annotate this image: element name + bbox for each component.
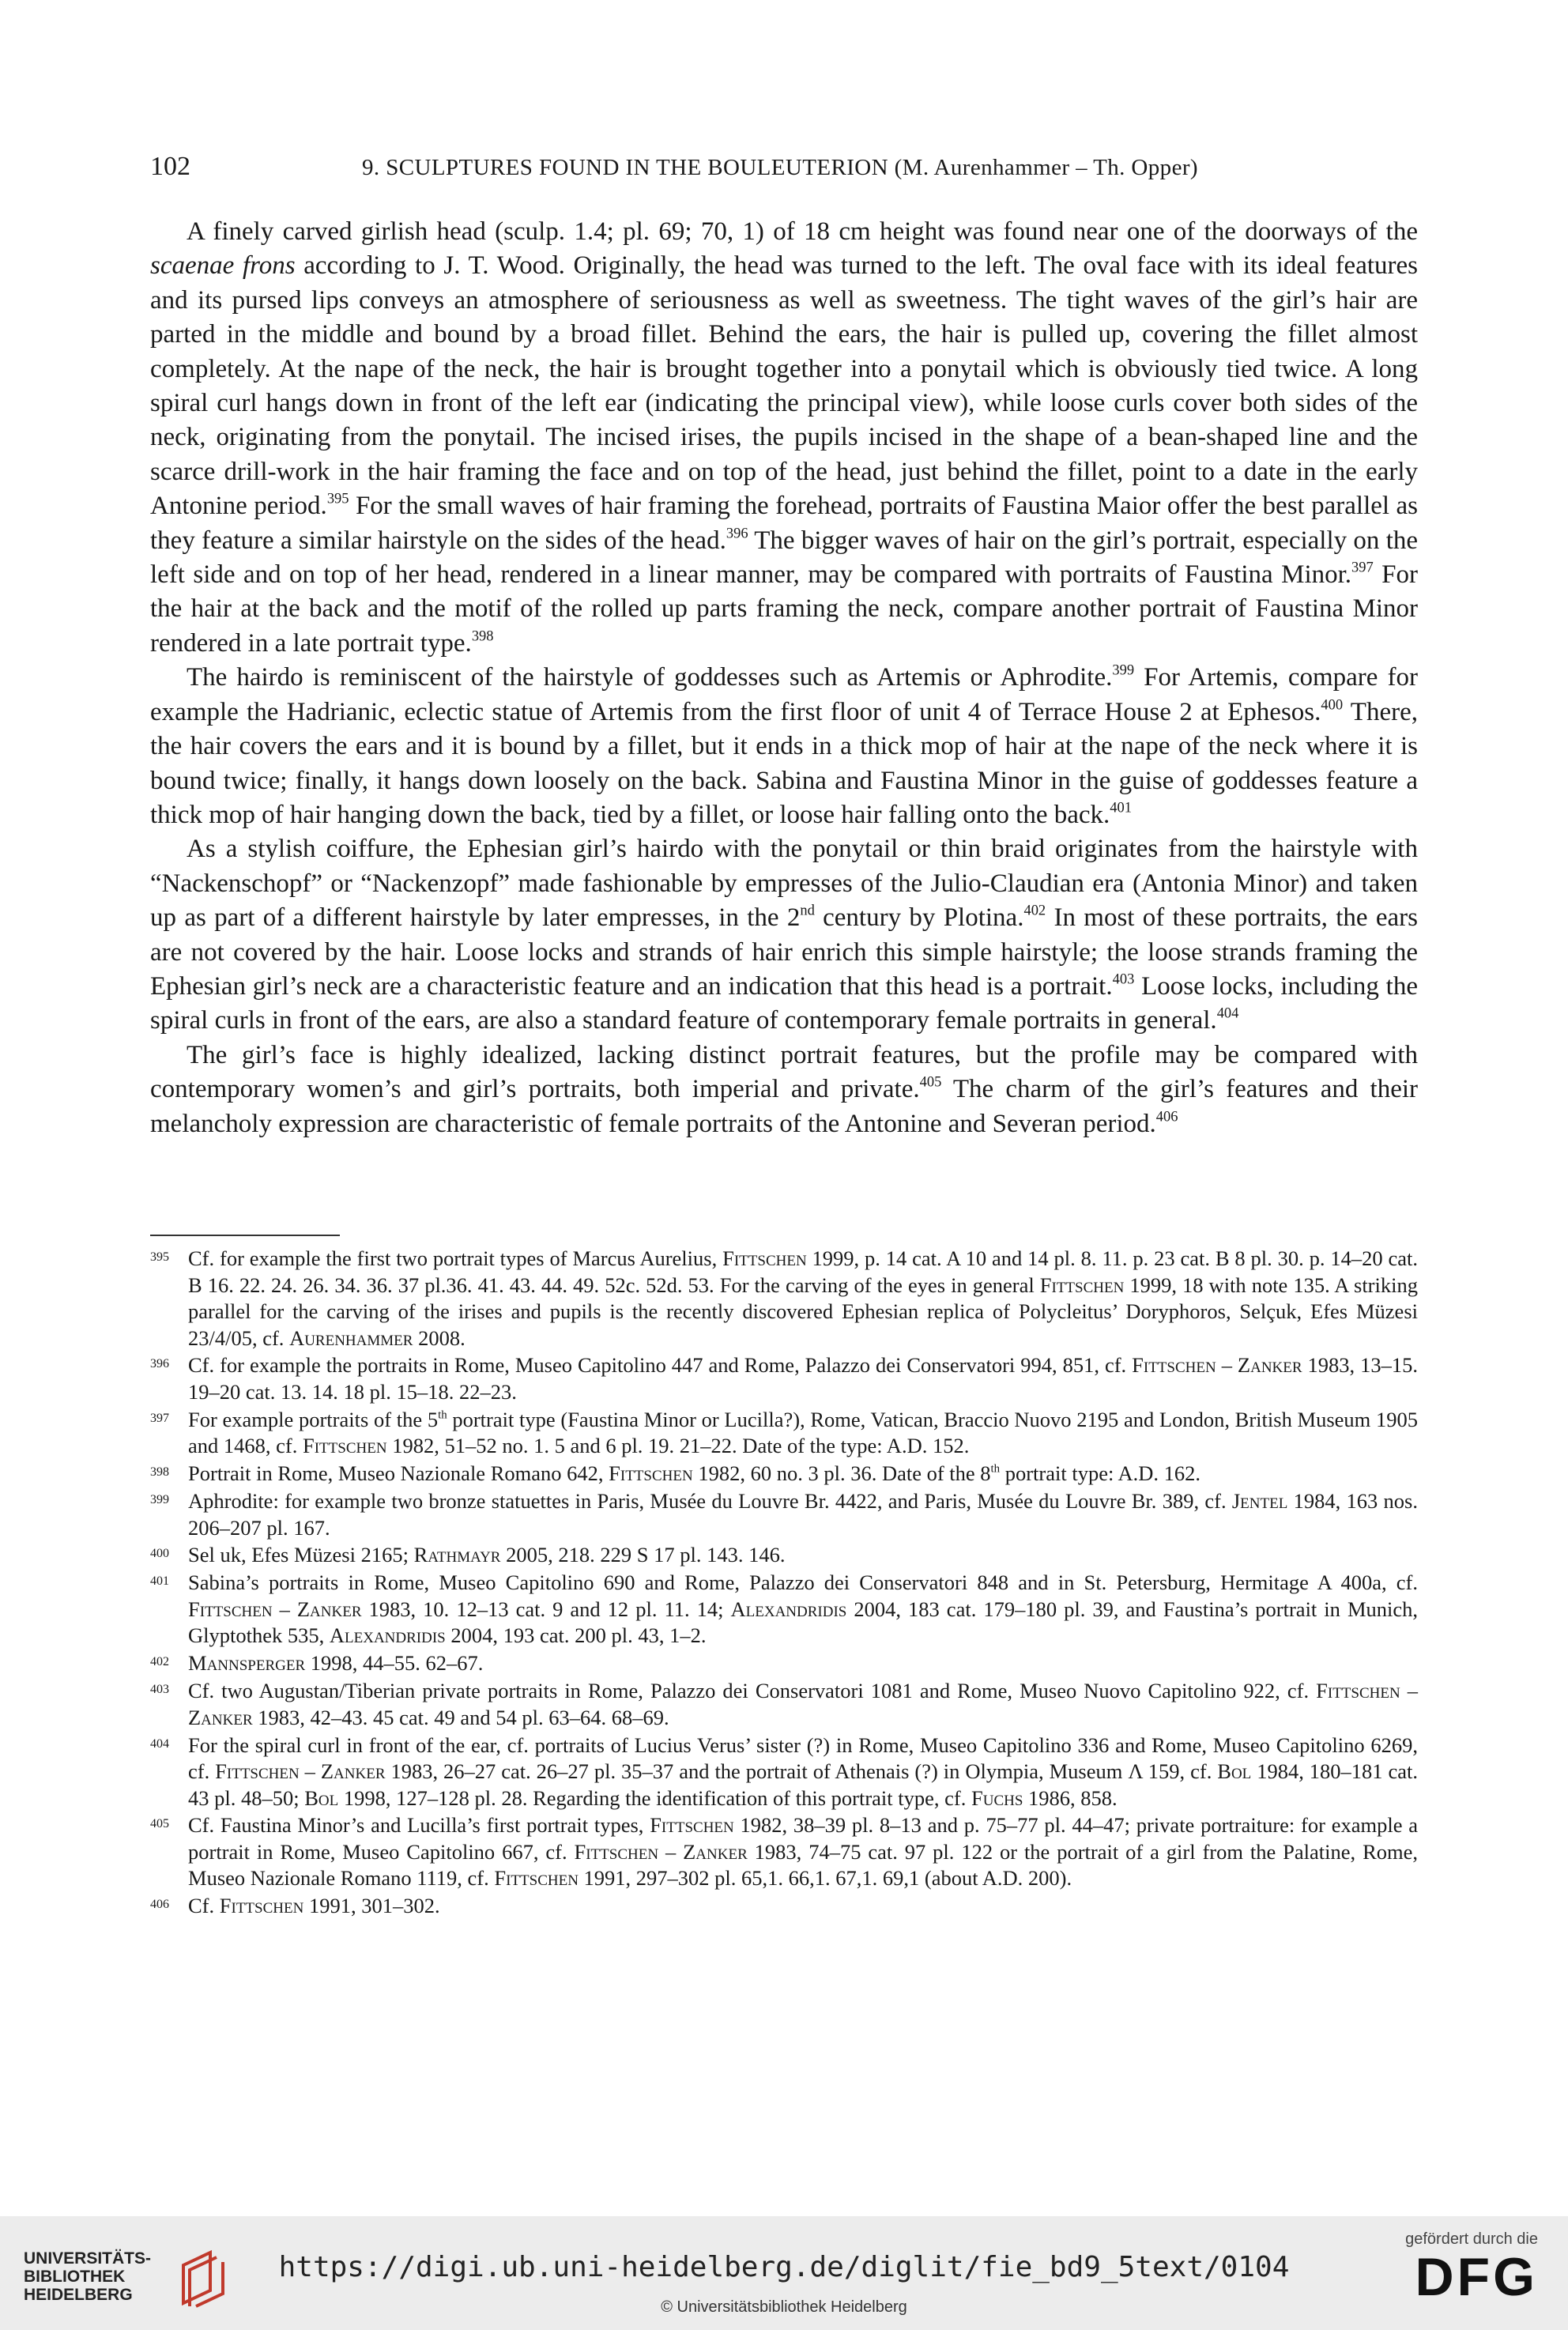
- footnote-text: Mannsperger 1998, 44–55. 62–67.: [188, 1651, 484, 1676]
- footnote: [150, 1542, 1418, 1569]
- footnote: [150, 1812, 1418, 1892]
- footnote: [150, 1893, 1418, 1920]
- footnote: [150, 1461, 1418, 1487]
- footnote-text: Cf. for example the first two portrait types of Marcus Aurelius, Fittschen 1999, p. 14 cat. A 10 and 14 pl. 8. 11. p. 23 cat. B 8 pl. 30. p. 14–20 cat. B 16. 22. 24. 26. 34. 36. 37 pl.36. 41. 43. 44. 49. 52c. 52d. 53. For the carving of the eyes in general Fittschen 1999, 18 with note 135. A striking parallel for the carving of the irises and pupils is the recently discovered Ephesian replica of Polycleitus’ Doryphoros, Selçuk, Efes Müzesi 23/4/05, cf. Aurenhammer 2008.: [188, 1246, 1418, 1350]
- paragraph: A finely carved girlish head (sculp. 1.4; pl. 69; 70, 1) of 18 cm height was found near one of the doorways of the scaenae frons according to J. T. Wood. Originally, the head was turned to the left. The oval face with its ideal features and its pursed lips conveys an atmosphere of seriousness as well as sweetness. The tight waves of the girl’s hair are parted in the middle and bound by a broad fillet. Behind the ears, the hair is pulled up, covering the fillet almost completely. At the nape of the neck, the hair is brought together into a ponytail which is obviously tied twice. A long spiral curl hangs down in front of the left ear (indicating the principal view), while loose curls cover both sides of the neck, originating from the ponytail. The incised irises, the pupils incised in the shape of a bean-shaped line and the scarce drill-work in the hair framing the face and on top of the head, just behind the fillet, point to a date in the early Antonine period.$^{395}$ For the small waves of hair framing the forehead, portraits of Faustina Maior offer the best parallel as they feature a similar hairstyle on the sides of the head.$^{396}$ The bigger waves of hair on the girl’s portrait, especially on the left side and on top of her head, rendered in a linear manner, may be compared with portraits of Faustina Minor.$^{397}$ For the hair at the back and the motif of the rolled up parts framing the neck, compare another portrait of Faustina Minor rendered in a late portrait type.$^{398}$: [150, 217, 1419, 658]
- footnote: [150, 1678, 1418, 1731]
- footnote-number: 396: [150, 1357, 169, 1371]
- copyright-notice: © Universitätsbibliothek Heidelberg: [661, 2298, 907, 2316]
- running-head: 9. SCULPTURES FOUND IN THE BOULEUTERION (M. Aurenhammer – Th. Opper): [362, 155, 1198, 180]
- page-number: 102: [150, 152, 190, 181]
- footnote-text: Aphrodite: for example two bronze statuettes in Paris, Musée du Louvre Br. 4422, and Paris, Musée du Louvre Br. 389, cf. Jentel 1984, 163 nos. 206–207 pl. 167.: [188, 1489, 1418, 1540]
- footnote-number: 402: [150, 1655, 169, 1669]
- digitization-footer: [0, 2216, 1568, 2330]
- footnote-text: Portrait in Rome, Museo Nazionale Romano 642, Fittschen 1982, 60 no. 3 pl. 36. Date of the 8th portrait type: A.D. 162.: [188, 1461, 1201, 1486]
- footnote-text: Sel uk, Efes Müzesi 2165; Rathmayr 2005, 218. 229 S 17 pl. 143. 146.: [188, 1543, 786, 1567]
- footnote-text: Cf. Faustina Minor’s and Lucilla’s first portrait types, Fittschen 1982, 38–39 pl. 8–13 and p. 75–77 pl. 44–47; private portraiture: for example a portrait in Rome, Museo Capitolino 667, cf. Fittschen – Zanker 1983, 74–75 cat. 97 pl. 122 or the portrait of a girl from the Palatine, Rome, Museo Nazionale Romano 1119, cf. Fittschen 1991, 297–302 pl. 65,1. 66,1. 67,1. 69,1 (about A.D. 200).: [188, 1813, 1418, 1891]
- permalink-url[interactable]: https://digi.ub.uni-heidelberg.de/diglit/fie_bd9_5text/0104: [278, 2251, 1290, 2283]
- footnote: [150, 1246, 1418, 1352]
- footnote-number: 397: [150, 1411, 169, 1425]
- footnotes: [150, 1246, 1418, 1921]
- footnote: [150, 1488, 1418, 1541]
- funder-caption: gefördert durch die: [1405, 2230, 1538, 2248]
- paragraph: As a stylish coiffure, the Ephesian girl’s hairdo with the ponytail or thin braid originates from the hairstyle with “Nackenschopf” or “Nackenzopf” made fashionable by empresses of the Julio-Claudian era (Antonia Minor) and taken up as part of a different hairstyle by later empresses, in the 2nd century by Plotina.$^{402}$ In most of these portraits, the ears are not covered by the hair. Loose locks and strands of hair enrich this simple hairstyle; the loose strands framing the Ephesian girl’s neck are a characteristic feature and an indication that this head is a portrait.$^{403}$ Loose locks, including the spiral curls in front of the ears, are also a standard feature of contemporary female portraits in general.$^{404}$: [150, 835, 1418, 1035]
- footnote-text: Cf. for example the portraits in Rome, Museo Capitolino 447 and Rome, Palazzo dei Conservatori 994, 851, cf. Fittschen – Zanker 1983, 13–15. 19–20 cat. 13. 14. 18 pl. 15–18. 22–23.: [188, 1353, 1419, 1404]
- footnote-text: For example portraits of the 5th portrait type (Faustina Minor or Lucilla?), Rome, Vatican, Braccio Nuovo 2195 and London, British Museum 1905 and 1468, cf. Fittschen 1982, 51–52 no. 1. 5 and 6 pl. 19. 21–22. Date of the type: A.D. 152.: [188, 1407, 1418, 1458]
- dfg-wordmark: DFG: [1415, 2247, 1538, 2307]
- footnote-number: 400: [150, 1547, 169, 1561]
- dfg-logo[interactable]: [1364, 2230, 1538, 2317]
- footnote-number: 404: [150, 1736, 169, 1751]
- footnote-number: 405: [150, 1817, 169, 1831]
- paragraph: The girl’s face is highly idealized, lacking distinct portrait features, but the profile may be compared with contemporary women’s and girl’s portraits, both imperial and private.$^{405}$ The charm of the girl’s features and their melancholy expression are characteristic of female portraits of the Antonine and Severan period.$^{406}$: [150, 1040, 1419, 1138]
- footnote: [150, 1732, 1418, 1812]
- footnote-number: 403: [150, 1683, 169, 1697]
- footnote: [150, 1570, 1418, 1649]
- footnote-number: 401: [150, 1574, 169, 1589]
- library-name: UNIVERSITÄTS- BIBLIOTHEK HEIDELBERG: [24, 2249, 152, 2304]
- footnote-separator: [150, 1235, 340, 1236]
- footnote-number: 395: [150, 1250, 169, 1264]
- paragraph: The hairdo is reminiscent of the hairstyle of goddesses such as Artemis or Aphrodite.$^{399}$ For Artemis, compare for example the Hadrianic, eclectic statue of Artemis from the first floor of unit 4 of Terrace House 2 at Ephesos.$^{400}$ There, the hair covers the ears and it is bound by a fillet, but it ends in a thick mop of hair at the nape of the neck where it is bound twice; finally, it hangs down loosely on the back. Sabina and Faustina Minor in the guise of goddesses feature a thick mop of hair hanging down the back, tied by a fillet, or loose hair falling onto the back.$^{401}$: [150, 662, 1418, 829]
- page-header: [150, 152, 1418, 190]
- footnote-number: 399: [150, 1493, 169, 1507]
- footnote: [150, 1407, 1418, 1460]
- footnote: [150, 1352, 1418, 1405]
- footnote-text: Sabina’s portraits in Rome, Museo Capitolino 690 and Rome, Palazzo dei Conservatori 848 and in St. Petersburg, Hermitage A 400a, cf. Fittschen – Zanker 1983, 10. 12–13 cat. 9 and 12 pl. 11. 14; Alexandridis 2004, 183 cat. 179–180 pl. 39, and Faustina’s portrait in Munich, Glyptothek 535, Alexandridis 2004, 193 cat. 200 pl. 43, 1–2.: [188, 1570, 1419, 1648]
- footnote-text: Cf. Fittschen 1991, 301–302.: [188, 1894, 440, 1918]
- main-text: [150, 215, 1418, 1141]
- footnote-number: 406: [150, 1898, 169, 1912]
- footnote: [150, 1650, 1418, 1677]
- footnote-text: Cf. two Augustan/Tiberian private portraits in Rome, Palazzo dei Conservatori 1081 and Rome, Museo Nuovo Capitolino 922, cf. Fittschen – Zanker 1983, 42–43. 45 cat. 49 and 54 pl. 63–64. 68–69.: [188, 1679, 1419, 1729]
- footnote-text: For the spiral curl in front of the ear, cf. portraits of Lucius Verus’ sister (?) in Rome, Museo Capitolino 336 and Rome, Museo Capitolino 6269, cf. Fittschen – Zanker 1983, 26–27 cat. 26–27 pl. 35–37 and the portrait of Athenais (?) in Olympia, Museum Λ 159, cf. Bol 1984, 180–181 cat. 43 pl. 48–50; Bol 1998, 127–128 pl. 28. Regarding the identification of this portrait type, cf. Fuchs 1986, 858.: [188, 1732, 1418, 1810]
- footnote-number: 398: [150, 1465, 169, 1480]
